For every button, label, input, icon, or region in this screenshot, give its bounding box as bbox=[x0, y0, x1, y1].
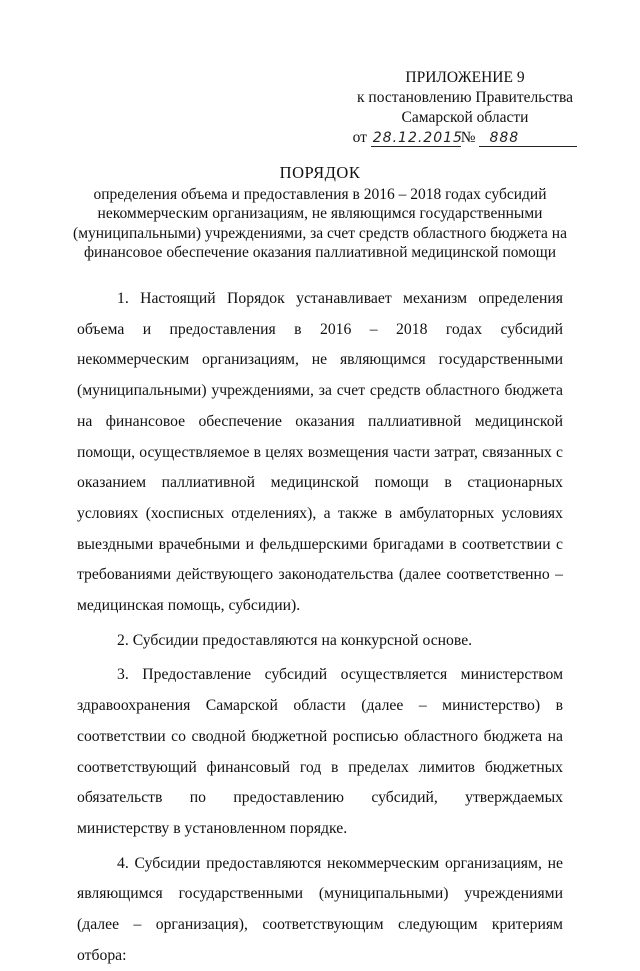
appendix-header bbox=[330, 68, 600, 148]
paragraph-2: 2. Субсидии предоставляются на конкурсной основе. bbox=[117, 631, 473, 649]
paragraph-1: 1. Настоящий Порядок устанавливает механизм определения объема и предоставления в 2016 – 2018 годах субсидий некоммерческим организациям, не являющимся государственными (муниципальными) учреждениями, за счет средств областного бюджета на финансовое обеспечение оказания паллиативной медицинской помощи, осуществляемое в целях возмещения части затрат, связанных с оказанием паллиативной медицинской помощи в стационарных условиях (хосписных отделениях), а также в амбулаторных условиях выездными врачебными и фельдшерскими бригадами в соответствии с требованиями действующего законодательства (далее соответственно – медицинская помощь, субсидии). bbox=[77, 290, 563, 615]
document-title: ПОРЯДОК bbox=[279, 163, 361, 182]
document-title-block bbox=[70, 163, 570, 263]
paragraph-4: 4. Субсидии предоставляются некоммерческим организациям, не являющимся государственными (муниципальными) учреждениями (далее – организация), соответствующим следующим критериям отбора: bbox=[77, 854, 563, 964]
from-label: от bbox=[352, 129, 367, 146]
document-subtitle: определения объема и предоставления в 2016 – 2018 годах субсидий некоммерческим организациям, не являющимся государственными (муниципальными) учреждениями, за счет средств областного бюджета на финансовое обеспечение оказания паллиативной медицинской помощи bbox=[73, 185, 567, 261]
number-label: № bbox=[460, 129, 476, 146]
appendix-region: Самарской области bbox=[401, 109, 529, 126]
document-body bbox=[77, 284, 563, 971]
appendix-resolution: к постановлению Правительства bbox=[357, 89, 573, 106]
appendix-title: ПРИЛОЖЕНИЕ 9 bbox=[405, 69, 525, 86]
paragraph-3: 3. Предоставление субсидий осуществляется министерством здравоохранения Самарской области (далее – министерство) в соответствии со сводной бюджетной росписью областного бюджета на соответствующий финансовый год в пределах лимитов бюджетных обязательств по предоставлению субсидий, утверждаемых министерству в установленном порядке. bbox=[77, 666, 563, 837]
handwritten-number: 888 bbox=[479, 131, 577, 147]
appendix-date-number bbox=[330, 128, 600, 148]
handwritten-date: 28.12.2015 bbox=[372, 130, 463, 146]
